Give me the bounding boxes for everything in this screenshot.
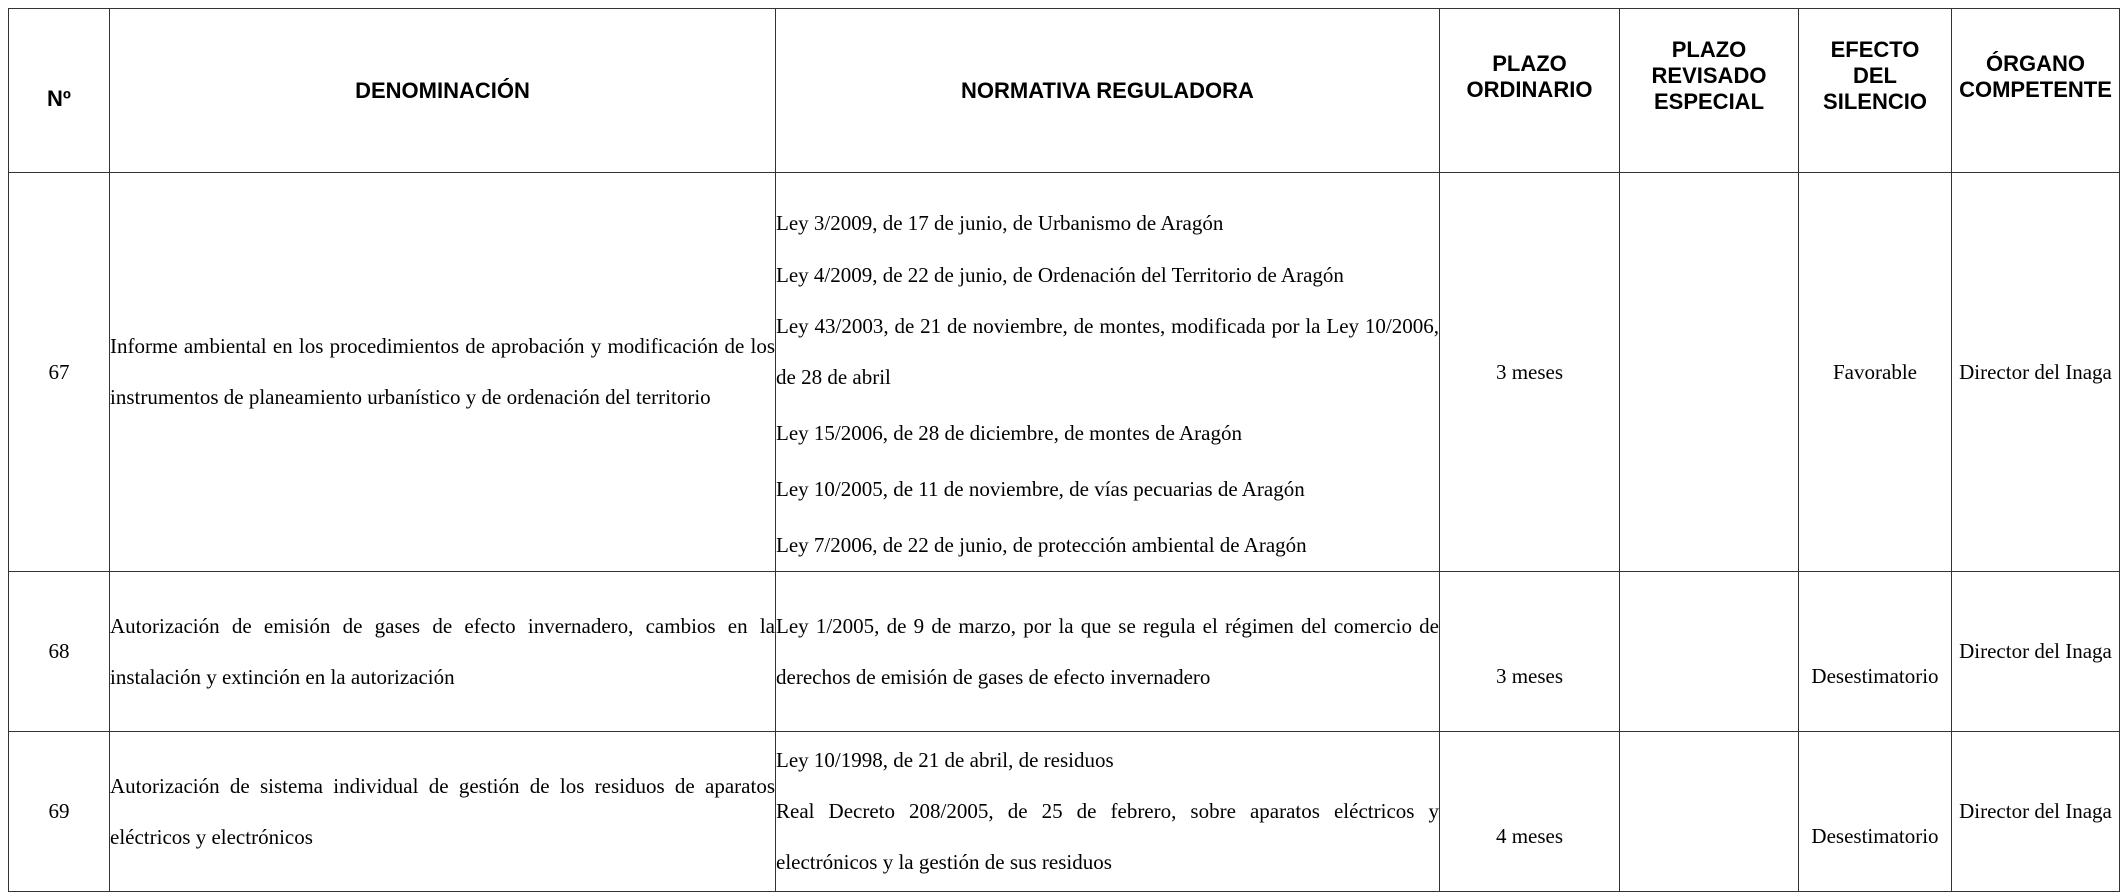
row-plazo-ordinario: 3 meses bbox=[1440, 572, 1620, 732]
table-row bbox=[9, 173, 2120, 572]
row-plazo-ordinario: 4 meses bbox=[1440, 732, 1620, 892]
row-organo bbox=[1952, 173, 2120, 572]
row-normativa bbox=[776, 173, 1440, 572]
normativa-line: Ley 7/2006, de 22 de junio, de protección ambiental de Aragón bbox=[776, 533, 1307, 557]
procedures-table bbox=[8, 8, 2120, 892]
row-organo bbox=[1952, 572, 2120, 732]
header-plazo-revisado: PLAZO REVISADO ESPECIAL bbox=[1620, 9, 1799, 173]
header-normativa: NORMATIVA REGULADORA bbox=[776, 9, 1440, 173]
organo-text: Director del Inaga bbox=[1959, 639, 2112, 663]
normativa-line: Ley 3/2009, de 17 de junio, de Urbanismo de Aragón bbox=[776, 211, 1224, 235]
row-plazo-revisado bbox=[1620, 173, 1799, 572]
header-denominacion: DENOMINACIÓN bbox=[110, 9, 776, 173]
header-plazo-ordinario: PLAZO ORDINARIO bbox=[1440, 9, 1620, 173]
row-normativa bbox=[776, 572, 1440, 732]
row-efecto-silencio: Desestimatorio bbox=[1799, 572, 1952, 732]
normativa-line: Real Decreto 208/2005, de 25 de febrero, sobre aparatos eléctricos y electrónicos y la gestión de sus residuos bbox=[776, 799, 1439, 874]
normativa-line: Ley 1/2005, de 9 de marzo, por la que se regula el régimen del comercio de derechos de emisión de gases de efecto invernadero bbox=[776, 613, 1439, 689]
row-efecto-silencio: Desestimatorio bbox=[1799, 732, 1952, 892]
table-row bbox=[9, 572, 2120, 732]
row-denominacion: Informe ambiental en los procedimientos de aprobación y modificación de los instrumentos de planeamiento urbanístico y de ordenación del territorio bbox=[110, 173, 776, 572]
row-plazo-revisado bbox=[1620, 572, 1799, 732]
row-plazo-revisado bbox=[1620, 732, 1799, 892]
organo-text: Director del Inaga bbox=[1959, 359, 2112, 384]
row-num: 68 bbox=[9, 572, 110, 732]
header-row bbox=[9, 9, 2120, 173]
normativa-line: Ley 4/2009, de 22 de junio, de Ordenación del Territorio de Aragón bbox=[776, 263, 1344, 287]
normativa-line: Ley 43/2003, de 21 de noviembre, de montes, modificada por la Ley 10/2006, de 28 de abril bbox=[776, 314, 1439, 389]
header-efecto-silencio: EFECTO DEL SILENCIO bbox=[1799, 9, 1952, 173]
row-organo bbox=[1952, 732, 2120, 892]
normativa-line: Ley 10/1998, de 21 de abril, de residuos bbox=[776, 748, 1114, 772]
header-num: Nº bbox=[9, 9, 110, 173]
row-efecto-silencio: Favorable bbox=[1799, 173, 1952, 572]
header-organo: ÓRGANO COMPETENTE bbox=[1952, 9, 2120, 173]
normativa-line: Ley 10/2005, de 11 de noviembre, de vías pecuarias de Aragón bbox=[776, 477, 1305, 501]
row-num: 67 bbox=[9, 173, 110, 572]
row-denominacion: Autorización de emisión de gases de efecto invernadero, cambios en la instalación y extinción en la autorización bbox=[110, 572, 776, 732]
organo-text: Director del Inaga bbox=[1959, 799, 2112, 823]
row-denominacion: Autorización de sistema individual de gestión de los residuos de aparatos eléctricos y electrónicos bbox=[110, 732, 776, 892]
normativa-line: Ley 15/2006, de 28 de diciembre, de montes de Aragón bbox=[776, 421, 1242, 445]
row-normativa bbox=[776, 732, 1440, 892]
table-row bbox=[9, 732, 2120, 892]
row-num: 69 bbox=[9, 732, 110, 892]
row-plazo-ordinario: 3 meses bbox=[1440, 173, 1620, 572]
